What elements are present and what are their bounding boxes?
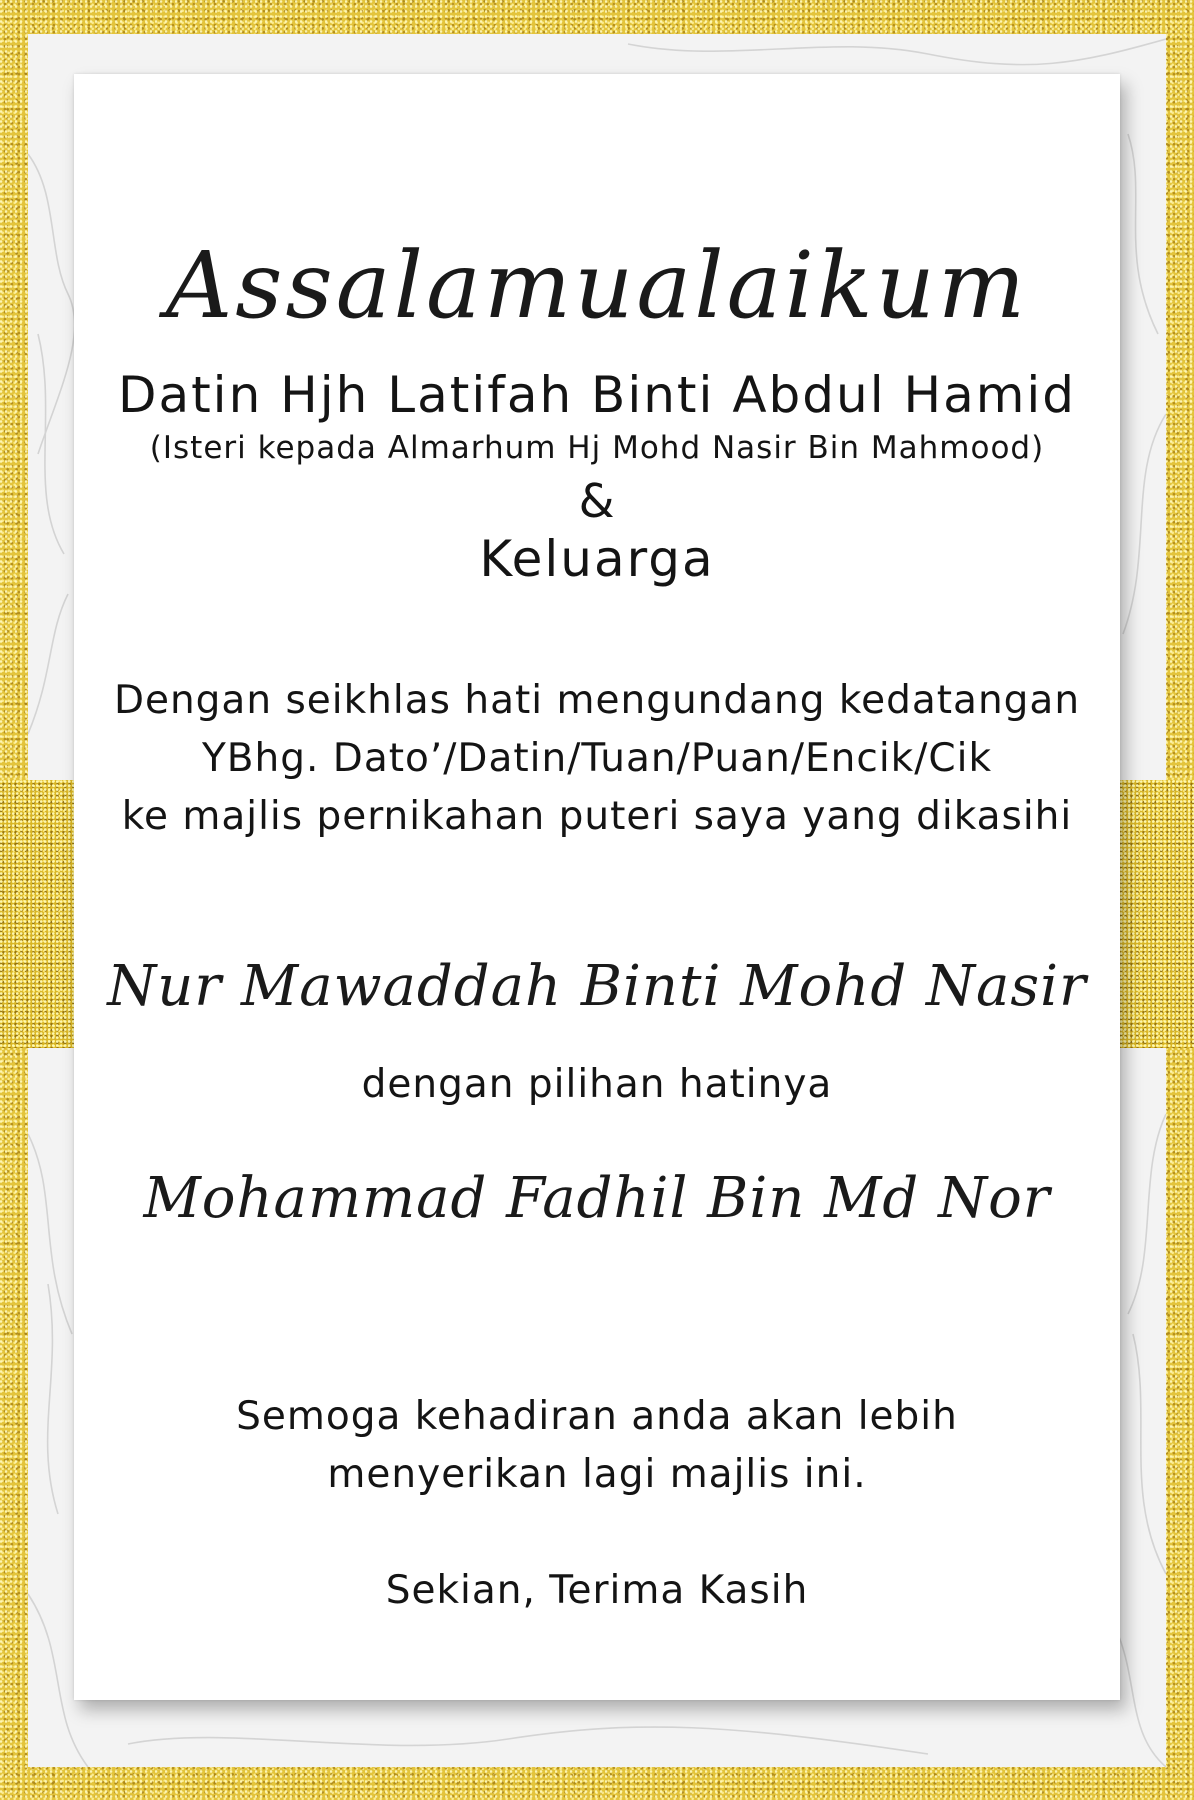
groom-name: Mohammad Fadhil Bin Md Nor (143, 1166, 1051, 1231)
closing-text: Sekian, Terima Kasih (385, 1568, 809, 1613)
bride-name: Nur Mawaddah Binti Mohd Nasir (107, 954, 1087, 1019)
invitation-card (74, 74, 1120, 1700)
host-name: Datin Hjh Latifah Binti Abdul Hamid (117, 366, 1077, 424)
ampersand: & (578, 474, 616, 528)
host-note: (Isteri kepada Almarhum Hj Mohd Nasir Bin Mahmood) (149, 430, 1045, 466)
couple-connector: dengan pilihan hatinya (361, 1062, 833, 1107)
wish-line-1: Semoga kehadiran anda akan lebih (236, 1394, 958, 1439)
invitation-line-3: ke majlis pernikahan puteri saya yang dikasihi (121, 794, 1073, 839)
wish-line-2: menyerikan lagi majlis ini. (327, 1452, 867, 1497)
greeting-title: Assalamualaikum (165, 232, 1029, 339)
invitation-line-2: YBhg. Dato’/Datin/Tuan/Puan/Encik/Cik (201, 736, 993, 781)
invitation-line-1: Dengan seikhlas hati mengundang kedatangan (113, 678, 1081, 723)
host-family: Keluarga (479, 530, 715, 588)
